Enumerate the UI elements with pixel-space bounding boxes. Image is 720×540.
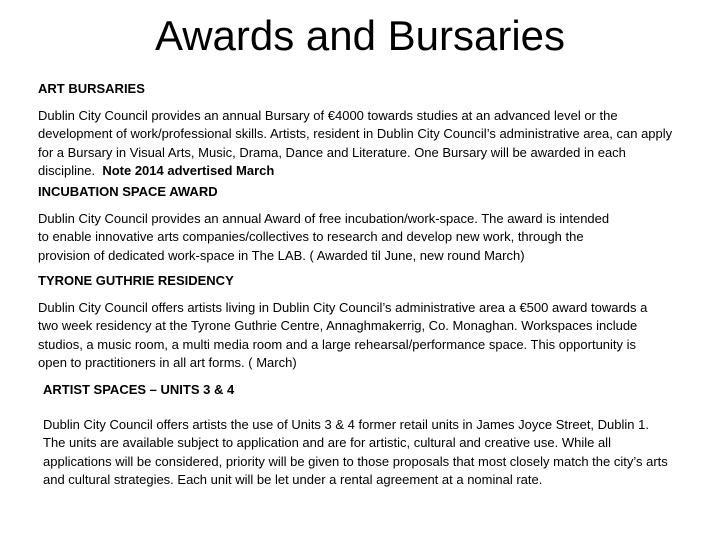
section-body: Dublin City Council offers artists the use of Units 3 & 4 former retail units in James Joyce Street, Dublin 1. The units are available subject to application and are for artistic, cultural and creative use. While all applications will be considered, priority will be given to those proposals that most closely match the city’s arts and cultural strategies. Each unit will be let under a rental agreement at a nominal rate. — [43, 416, 668, 487]
section-body: Dublin City Council offers artists living in Dublin City Council’s administrative area a €500 award towards a two week residency at the Tyrone Guthrie Centre, Annaghmakerrig, Co. Monaghan. Workspaces include studios, a music room, a multi media room and a large rehearsal/performance space. This opportunity is open to practitioners in all art forms. ( March) — [38, 299, 648, 370]
section-tyrone-guthrie-residency — [38, 272, 668, 373]
section-heading: ART BURSARIES — [38, 81, 145, 96]
page-title: Awards and Bursaries — [154, 12, 566, 59]
section-body-text: Dublin City Council provides an annual Bursary of €4000 towards studies at an advanced level or the development of work/professional skills. Artists, resident in Dublin City Council’s administrative area, can apply for a Bursary in Visual Arts, Music, Drama, Dance and Literature. One Bursary will be awarded in each discipline. — [38, 107, 673, 178]
section-note: Note 2014 advertised March — [102, 163, 275, 178]
section-body — [38, 107, 688, 181]
section-art-bursaries — [38, 80, 688, 181]
section-artist-spaces — [43, 381, 673, 490]
section-incubation-space-award — [38, 183, 618, 265]
section-body: Dublin City Council provides an annual Award of free incubation/work-space. The award is intended to enable innovative arts companies/collectives to research and develop new work, through the provision of dedicated work-space in The LAB. ( Awarded til June, new round March) — [38, 210, 610, 263]
section-heading: INCUBATION SPACE AWARD — [38, 184, 218, 199]
section-heading: ARTIST SPACES – UNITS 3 & 4 — [43, 382, 235, 397]
section-heading: TYRONE GUTHRIE RESIDENCY — [38, 273, 234, 288]
